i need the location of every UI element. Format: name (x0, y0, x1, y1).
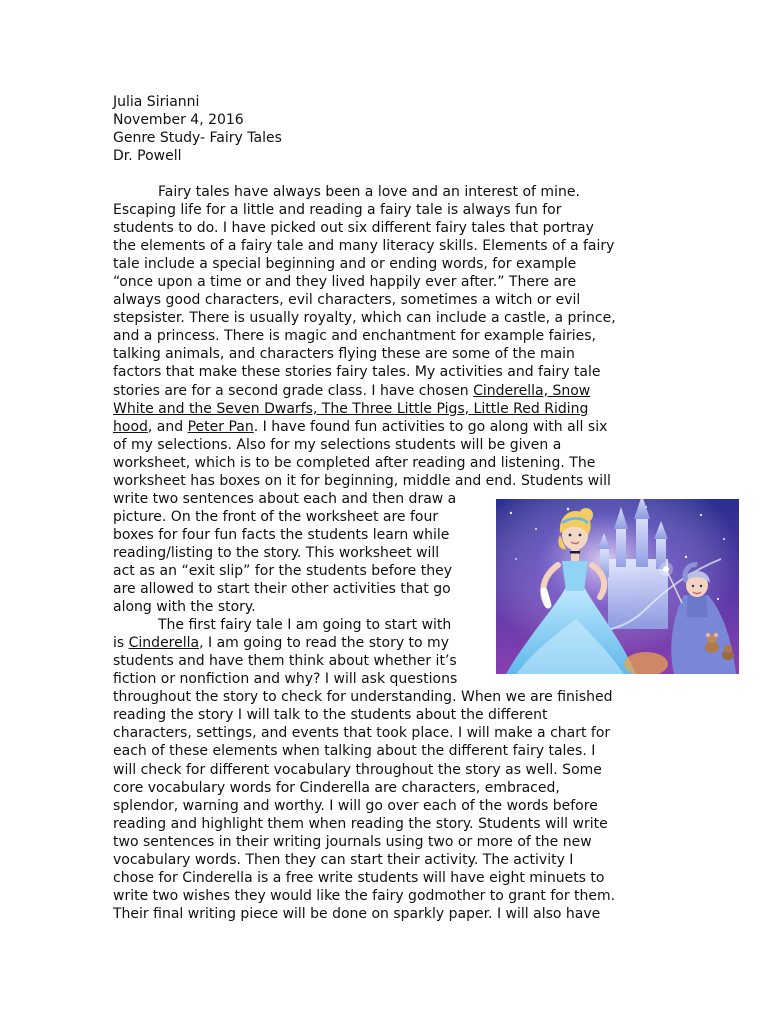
text-run: picture. On the front of the worksheet are four (113, 508, 439, 525)
text-run: tale include a special beginning and or ending words, for example (113, 256, 577, 273)
text-run: stepsister. There is usually royalty, which can include a castle, a prince, (113, 310, 616, 327)
text-line (113, 382, 616, 400)
book-title-link: White and the Seven Dwarfs, The Three Little Pigs, Little Red Riding (113, 400, 589, 417)
text-line (113, 797, 616, 815)
text-line (113, 219, 616, 237)
text-run: students and have them think about whether it’s (113, 653, 457, 670)
text-run: will check for different vocabulary throughout the story as well. Some (113, 761, 602, 778)
text-run: boxes for four fun facts the students learn while (113, 526, 450, 543)
text-line (113, 237, 616, 255)
text-run: reading the story I will talk to the students about the different (113, 707, 548, 724)
text-run: Fairy tales have always been a love and an interest of mine. (158, 184, 580, 200)
text-line (113, 183, 616, 201)
cinderella-illustration (496, 499, 739, 674)
text-run: worksheet, which is to be completed after reading and listening. The (113, 454, 596, 471)
text-run: two sentences in their writing journals using two or more of the new (113, 833, 592, 850)
text-run: . I have found fun activities to go along with all six (253, 418, 608, 435)
assignment-title: Genre Study- Fairy Tales (113, 130, 282, 146)
text-run: splendor, warning and worthy. I will go over each of the words before (113, 797, 598, 814)
text-line (113, 201, 616, 219)
text-line (113, 273, 616, 291)
text-line (113, 418, 616, 436)
text-line (113, 706, 616, 724)
text-run: , I am going to read the story to my (199, 635, 449, 652)
text-run: The first fairy tale I am going to start with (158, 617, 452, 634)
book-title-link: hood (113, 418, 148, 435)
text-run: vocabulary words. Then they can start their activity. The activity I (113, 851, 574, 868)
text-run: factors that make these stories fairy tales. My activities and fairy tale (113, 364, 601, 381)
text-run: worksheet has boxes on it for beginning, middle and end. Students will (113, 472, 611, 489)
text-line (113, 345, 616, 363)
text-run: students to do. I have picked out six different fairy tales that portray (113, 220, 594, 237)
text-run: and a princess. There is magic and enchantment for example fairies, (113, 328, 597, 345)
book-title-link: Cinderella, Snow (473, 382, 591, 399)
document-date: November 4, 2016 (113, 112, 244, 128)
text-run: of my selections. Also for my selections students will be given a (113, 436, 562, 453)
text-line (113, 742, 616, 760)
text-line (113, 472, 616, 490)
text-run: fiction or nonfiction and why? I will ask questions (113, 671, 458, 688)
text-run: Their final writing piece will be done on sparkly paper. I will also have (113, 905, 601, 922)
book-title-link: Peter Pan (187, 418, 254, 435)
text-line (113, 363, 616, 381)
text-run: write two sentences about each and then draw a (113, 490, 457, 507)
text-run: is (113, 635, 129, 652)
book-title-link: Cinderella (128, 635, 200, 652)
text-run: Escaping life for a little and reading a fairy tale is always fun for (113, 202, 562, 219)
text-run: throughout the story to check for understanding. When we are finished (113, 689, 613, 706)
author-name: Julia Sirianni (113, 94, 200, 110)
text-run: “once upon a time or and they lived happily ever after.” There are (113, 274, 577, 291)
text-line (113, 400, 616, 418)
text-run: act as an “exit slip” for the students before they (113, 562, 452, 579)
text-line (113, 779, 616, 797)
text-line (113, 724, 616, 742)
text-run: along with the story. (113, 599, 256, 616)
text-line (113, 688, 616, 706)
text-line (113, 291, 616, 309)
text-run: the elements of a fairy tale and many literacy skills. Elements of a fairy (113, 238, 615, 255)
text-run: characters, settings, and events that took place. I will make a chart for (113, 725, 611, 742)
text-run: each of these elements when talking about the different fairy tales. I (113, 743, 596, 760)
text-line (113, 887, 616, 905)
cinderella-illustration-svg (496, 499, 739, 674)
text-line (113, 869, 616, 887)
text-line (113, 761, 616, 779)
text-run: reading/listing to the story. This worksheet will (113, 544, 440, 561)
text-line (113, 815, 616, 833)
text-line (113, 454, 616, 472)
instructor-name: Dr. Powell (113, 148, 182, 164)
text-line (113, 851, 616, 869)
text-run: reading and highlight them when reading the story. Students will write (113, 815, 608, 832)
text-run: write two wishes they would like the fairy godmother to grant for them. (113, 887, 616, 904)
text-run: chose for Cinderella is a free write students will have eight minuets to (113, 869, 605, 886)
text-run: stories are for a second grade class. I have chosen (113, 382, 474, 399)
text-run: , and (147, 418, 188, 435)
text-line (113, 905, 616, 923)
text-run: always good characters, evil characters, sometimes a witch or evil (113, 292, 581, 309)
text-run: are allowed to start their other activities that go (113, 581, 451, 598)
text-run: core vocabulary words for Cinderella are characters, embraced, (113, 779, 560, 796)
document-header (113, 93, 282, 165)
text-line (113, 309, 616, 327)
text-line (113, 255, 616, 273)
text-line (113, 327, 616, 345)
text-line (113, 436, 616, 454)
text-line (113, 833, 616, 851)
text-run: talking animals, and characters flying these are some of the main (113, 346, 575, 363)
